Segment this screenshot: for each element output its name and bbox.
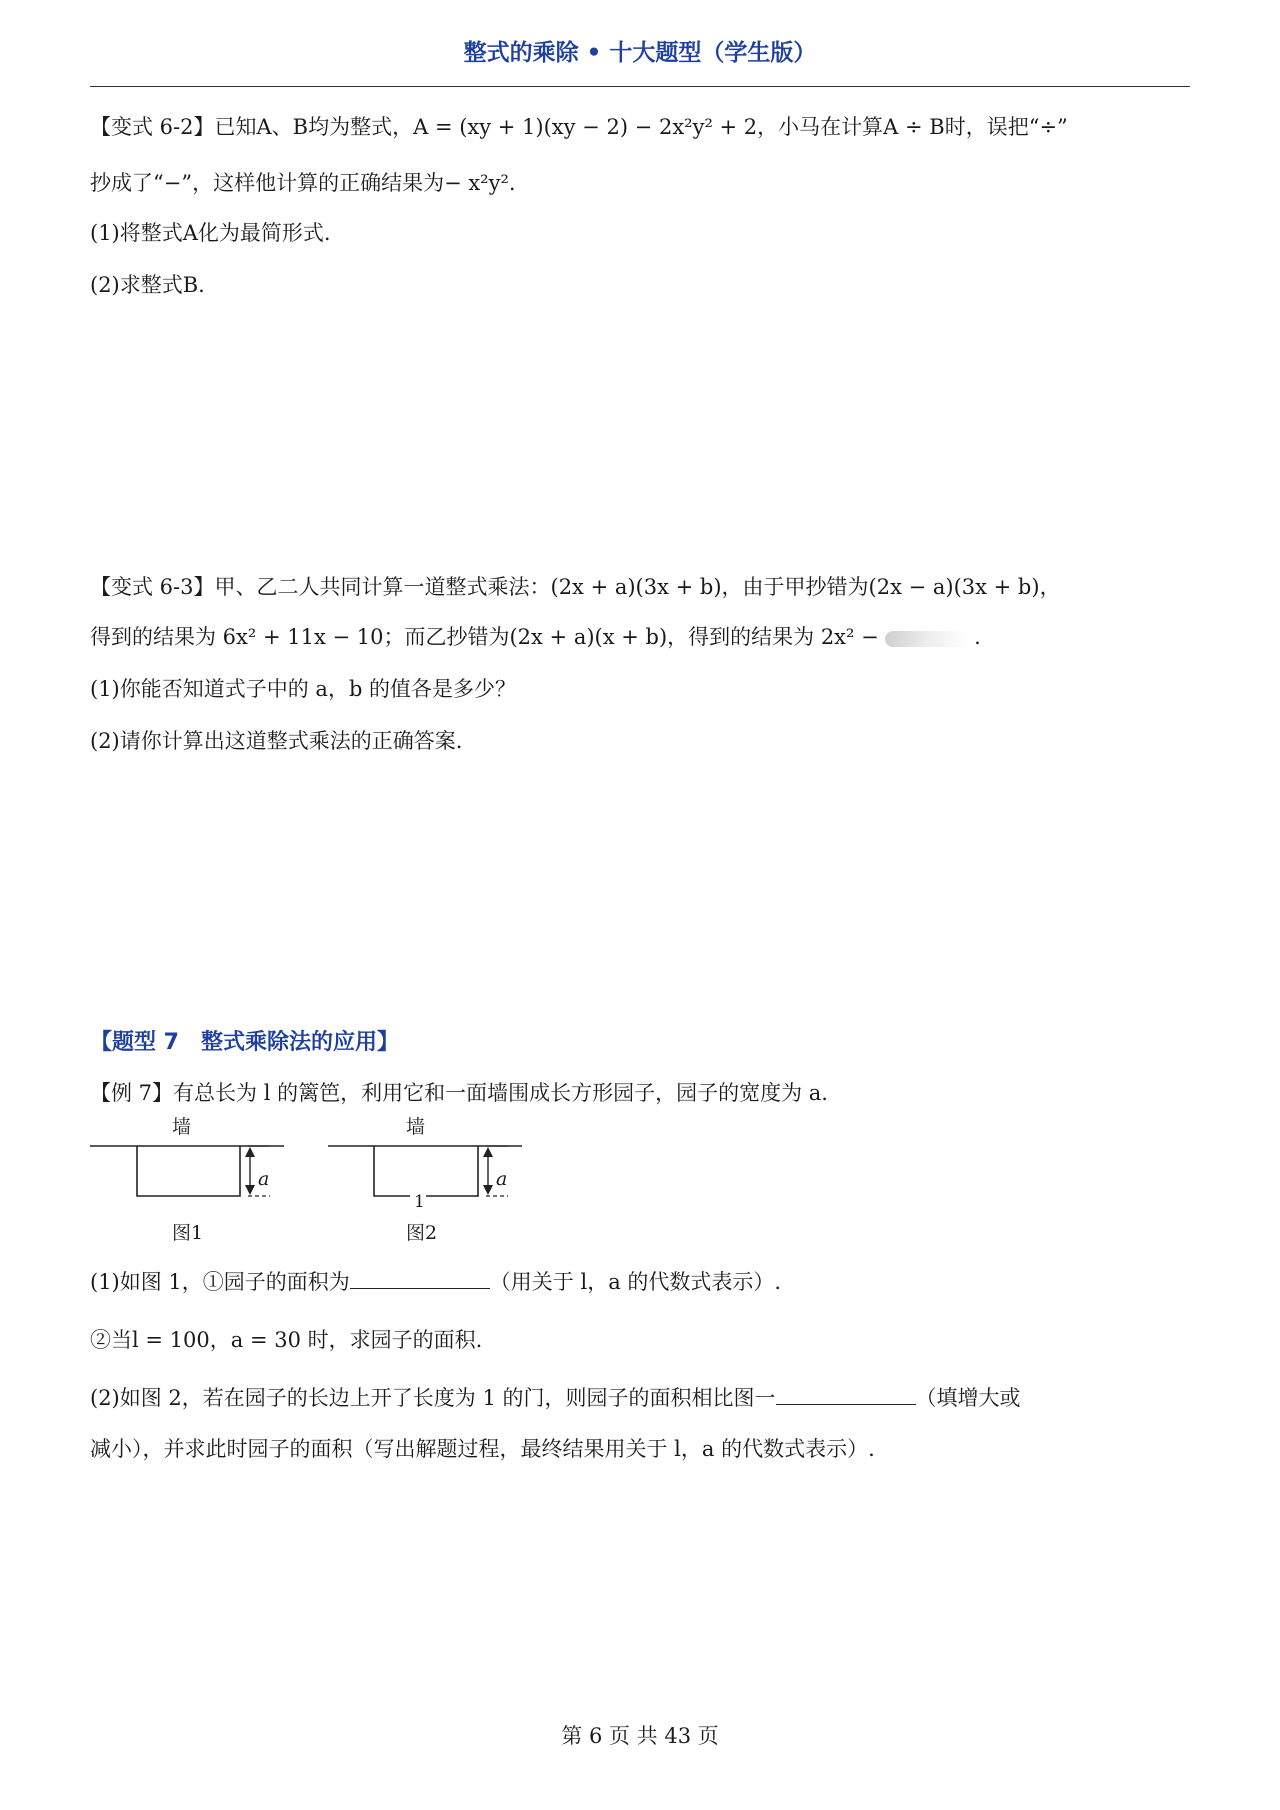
example-7-text: 有总长为 l 的篱笆，利用它和一面墙围成长方形园子，园子的宽度为 a. — [173, 1081, 828, 1105]
example-7-question2 — [90, 1382, 1021, 1413]
page-header — [90, 36, 1190, 87]
figure-2-gate-label: 1 — [414, 1192, 425, 1212]
variant-6-2-label: 【变式 6-2】 — [90, 115, 215, 139]
variant-6-2-question2: (2)求整式B. — [90, 273, 205, 297]
variant-6-2-question1: (1)将整式A化为最简形式. — [90, 221, 331, 245]
variant-6-3-question2: (2)请你计算出这道整式乘法的正确答案. — [90, 729, 463, 753]
question1a-text-post: （用关于 l，a 的代数式表示）. — [489, 1270, 782, 1294]
variant-6-2-text1: 已知A、B均为整式，A = (xy + 1)(xy − 2) − 2x²y² + 2，小马在计算A ÷ B时，误把“÷” — [214, 115, 1068, 139]
example-7-line — [90, 1078, 828, 1108]
figure-1 — [90, 1118, 290, 1248]
answer-blank-1[interactable] — [350, 1266, 490, 1289]
question2-text-post: （填增大或 — [915, 1386, 1021, 1410]
figure-2-caption: 图2 — [406, 1222, 438, 1244]
answer-blank-2[interactable] — [776, 1382, 916, 1405]
page-footer: 第 6 页 共 43 页 — [561, 1724, 719, 1748]
figure-2-drawing — [328, 1118, 528, 1208]
figure-1-wall-label: 墙 — [172, 1116, 192, 1138]
figure-1-caption: 图1 — [172, 1222, 204, 1244]
question2-text: (2)如图 2，若在园子的长边上开了长度为 1 的门，则园子的面积相比图一 — [90, 1386, 776, 1410]
figure-2-width-label: a — [496, 1168, 508, 1190]
variant-6-3-line1 — [90, 572, 1061, 602]
example-7-question1b: ②当l = 100，a = 30 时，求园子的面积. — [90, 1328, 483, 1352]
variant-6-2-line1 — [90, 112, 1068, 142]
variant-6-3-question1: (1)你能否知道式子中的 a，b 的值各是多少？ — [90, 677, 517, 701]
figure-2-wall-label: 墙 — [406, 1116, 426, 1138]
figure-1-width-label: a — [258, 1168, 270, 1190]
header-title: 整式的乘除 • 十大题型（学生版） — [463, 40, 817, 66]
variant-6-2-line2: 抄成了“−”，这样他计算的正确结果为− x²y². — [90, 171, 516, 195]
example-7-label: 【例 7】 — [90, 1081, 174, 1105]
variant-6-3-text2-end: . — [974, 625, 981, 649]
example-7-question2-line2: 减小），并求此时园子的面积（写出解题过程，最终结果用关于 l，a 的代数式表示）. — [90, 1437, 875, 1461]
section-7-title: 【题型 7 整式乘除法的应用】 — [90, 1030, 399, 1055]
variant-6-3-line2 — [90, 622, 981, 652]
variant-6-3-label: 【变式 6-3】 — [90, 575, 215, 599]
figure-2 — [328, 1118, 528, 1248]
variant-6-3-text2: 得到的结果为 6x² + 11x − 10；而乙抄错为(2x + a)(x + b)，得到的结果为 2x² − — [90, 625, 879, 649]
example-7-question1a — [90, 1266, 781, 1297]
variant-6-3-text1: 甲、乙二人共同计算一道整式乘法：(2x + a)(3x + b)，由于甲抄错为(2x − a)(3x + b)， — [214, 575, 1061, 599]
blurred-redaction — [885, 631, 967, 647]
question1a-text: (1)如图 1，①园子的面积为 — [90, 1270, 350, 1294]
